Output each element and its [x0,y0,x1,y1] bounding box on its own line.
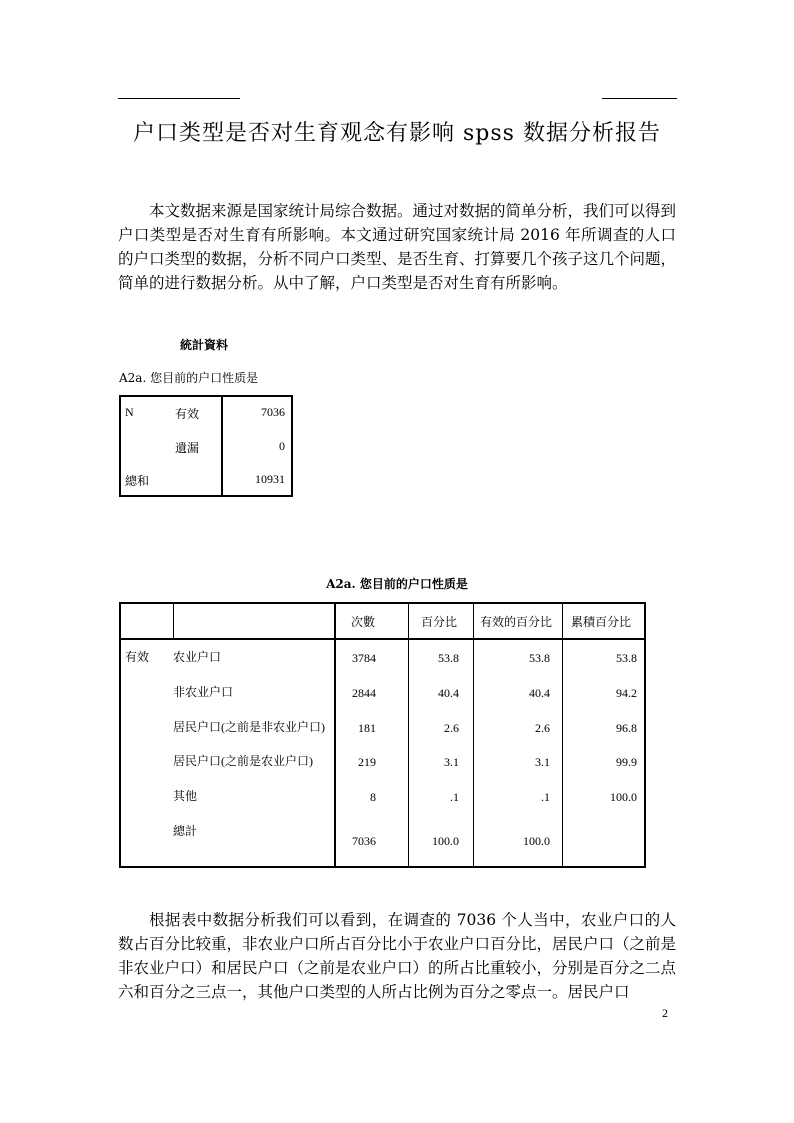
freq-row-label: 總計 [173,824,198,838]
freq-row-label: 其他 [173,789,198,803]
freq-row-valid-percent: 53.8 [529,651,550,665]
stats-subtitle: A2a. 您目前的户口性质是 [119,371,259,385]
freq-head-divider [173,604,174,639]
freq-row-count: 181 [358,721,376,735]
freq-col-divider-2 [473,604,474,866]
stats-valid-label: 有效 [175,407,200,421]
freq-group-label: 有效 [125,650,150,664]
header-rule-left [118,98,240,99]
freq-row-label: 居民户口(之前是农业户口) [173,754,313,768]
freq-row-cumulative: 100.0 [610,790,637,804]
frequency-table [119,602,646,868]
freq-col-divider-label [334,604,336,866]
stats-heading: 統計資料 [180,338,229,352]
freq-row-count: 3784 [352,651,376,665]
freq-row-count: 219 [358,755,376,769]
freq-row-cumulative: 96.8 [616,721,637,735]
stats-total-value: 10931 [255,472,285,486]
freq-row-percent: 2.6 [444,721,459,735]
stats-table-divider [221,397,223,495]
freq-row-label: 居民户口(之前是非农业户口) [173,720,325,734]
stats-table [119,395,293,497]
freq-row-percent: 3.1 [444,755,459,769]
freq-row-valid-percent: 100.0 [523,834,550,848]
freq-row-cumulative: 99.9 [616,755,637,769]
stats-missing-value: 0 [279,439,285,453]
freq-row-percent: 100.0 [432,834,459,848]
analysis-paragraph: 根据表中数据分析我们可以看到，在调查的 7036 个人当中，农业户口的人数占百分比较重，非农业户口所占百分比小于农业户口百分比，居民户口（之前是非农业户口）和居民户口（之前是农业户口）的所占比重较小，分别是百分之二点六和百分之三点一，其他户口类型的人所占比例为百分之零点一。居民户口 [118,911,677,1001]
freq-row-count: 8 [370,790,376,804]
freq-header-percent: 百分比 [421,615,458,629]
freq-row-percent: .1 [450,790,459,804]
freq-row-valid-percent: 2.6 [535,721,550,735]
freq-row-count: 2844 [352,686,376,700]
freq-row-cumulative: 53.8 [616,651,637,665]
stats-total-label: 總和 [125,474,150,488]
freq-col-divider-3 [562,604,563,866]
header-rule-right [602,98,677,99]
freq-table-title: A2a. 您目前的户口性质是 [326,577,468,591]
freq-row-percent: 53.8 [438,651,459,665]
stats-valid-value: 7036 [261,405,285,419]
freq-row-valid-percent: 3.1 [535,755,550,769]
freq-row-valid-percent: 40.4 [529,686,550,700]
freq-row-valid-percent: .1 [541,790,550,804]
document-title: 户口类型是否对生育观念有影响 spss 数据分析报告 [133,121,661,146]
freq-header-rule [121,638,644,640]
freq-header-count: 次數 [351,615,376,629]
intro-paragraph: 本文数据来源是国家统计局综合数据。通过对数据的简单分析，我们可以得到户口类型是否对生育有所影响。本文通过研究国家统计局 2016 年所调查的人口的户口类型的数据，分析不同户口类型、是否生育、打算要几个孩子这几个问题，简单的进行数据分析。从中了解，户口类型是否对生育有所影响。 [118,202,677,292]
freq-header-cumulative: 累積百分比 [571,615,632,629]
freq-row-cumulative: 94.2 [616,686,637,700]
freq-header-valid-percent: 有效的百分比 [480,615,553,629]
page-number: 2 [662,1006,668,1020]
freq-row-percent: 40.4 [438,686,459,700]
freq-row-label: 非农业户口 [173,685,234,699]
freq-row-label: 农业户口 [173,650,222,664]
freq-row-count: 7036 [352,834,376,848]
stats-n-label: N [125,405,134,419]
stats-missing-label: 遺漏 [175,441,200,455]
freq-col-divider-1 [408,604,409,866]
